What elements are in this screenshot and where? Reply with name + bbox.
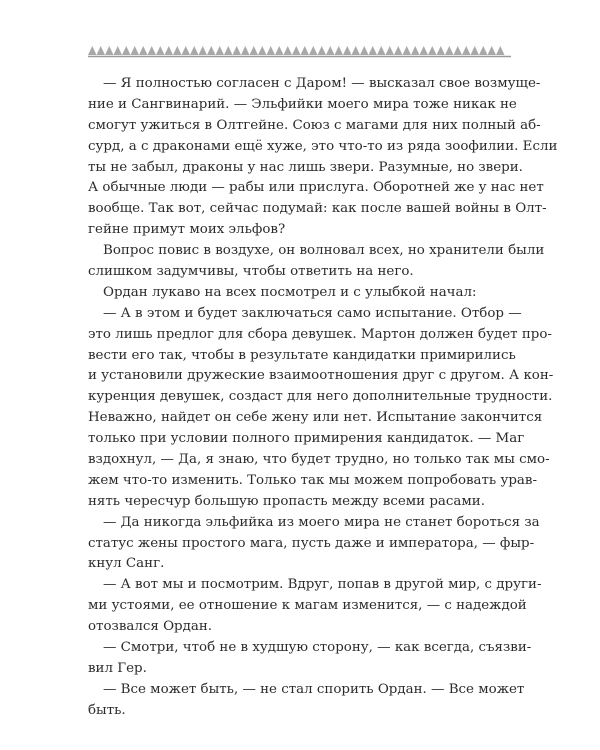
ornament-triangle <box>335 46 344 55</box>
ornament-triangle <box>411 46 420 55</box>
ornament-triangle <box>97 46 106 55</box>
paragraph <box>88 575 542 638</box>
text-line: — Да никогда эльфийка из моего мира не станет бороться за <box>103 514 540 530</box>
text-line: — А в этом и будет заключаться само испытание. Отбор — <box>103 305 522 321</box>
ornament-triangle <box>250 46 259 55</box>
ornament-triangle <box>199 46 208 55</box>
ornament-triangle <box>326 46 335 55</box>
ornament-triangle <box>122 46 131 55</box>
ornament-triangle <box>403 46 412 55</box>
ornament-triangle <box>216 46 225 55</box>
ornament-triangle <box>207 46 216 55</box>
ornament-triangle <box>148 46 157 55</box>
paragraph <box>88 680 525 722</box>
text-line: ты не забыл, драконы у нас лишь звери. Разумные, но звери. <box>88 159 523 175</box>
ornament-triangle <box>173 46 182 55</box>
body-text <box>88 74 558 722</box>
text-line: сурд, а с драконами ещё хуже, это что-то из ряда зоофилии. Если <box>88 138 558 154</box>
text-line: слишком задумчивы, чтобы ответить на него. <box>88 264 414 280</box>
text-line: отозвался Ордан. <box>88 619 213 635</box>
ornament-triangle <box>369 46 378 55</box>
ornament-triangle <box>114 46 123 55</box>
ornament-triangle <box>233 46 242 55</box>
ornament-triangle <box>454 46 463 55</box>
text-line: — А вот мы и посмотрим. Вдруг, попав в другой мир, с други- <box>103 577 542 593</box>
ornament-triangle <box>258 46 267 55</box>
text-line: вообще. Так вот, сейчас подумай: как после вашей войны в Олт- <box>88 201 547 217</box>
ornament-triangle <box>139 46 148 55</box>
ornament-triangle <box>275 46 284 55</box>
text-line: быть. <box>88 702 126 718</box>
paragraph <box>88 513 540 576</box>
text-line: нять чересчур большую пропасть между всеми расами. <box>88 493 485 509</box>
ornament-triangle <box>343 46 352 55</box>
text-line: только при условии полного примирения кандидаток. — Маг <box>88 431 525 447</box>
text-line: — Я полностью согласен с Даром! — высказал свое возмуще- <box>103 76 541 91</box>
ornament-triangle <box>224 46 233 55</box>
ornament-triangle <box>479 46 488 55</box>
ornament-triangle <box>131 46 140 55</box>
text-line: А обычные люди — рабы или прислуга. Оборотней же у нас нет <box>88 180 544 196</box>
text-line: куренция девушек, создаст для него дополнительные трудности. <box>88 389 553 405</box>
ornament-triangle <box>445 46 454 55</box>
text-line: жем что-то изменить. Только так мы можем попробовать урав- <box>88 472 537 488</box>
ornament-triangle <box>309 46 318 55</box>
ornament-triangle <box>394 46 403 55</box>
ornament-triangle <box>352 46 361 55</box>
text-line: гейне примут моих эльфов? <box>88 222 286 238</box>
ornament-triangle <box>301 46 310 55</box>
ornament-triangle <box>165 46 174 55</box>
text-line: вздохнул, — Да, я знаю, что будет трудно, но только так мы смо- <box>88 452 550 468</box>
ornament-triangle <box>182 46 191 55</box>
text-line: смогут ужиться в Олтгейне. Союз с магами для них полный аб- <box>88 117 541 133</box>
ornament-triangle <box>292 46 301 55</box>
ornament-triangle <box>190 46 199 55</box>
paragraph <box>88 283 511 304</box>
text-line: — Смотри, чтоб не в худшую сторону, — как всегда, съязви- <box>103 640 532 656</box>
text-line: и установили дружеские взаимоотношения друг с другом. А кон- <box>88 368 554 384</box>
text-line: — Все может быть, — не стал спорить Ордан. — Все может <box>103 681 525 697</box>
ornament-triangle <box>284 46 293 55</box>
ornament-triangle <box>462 46 471 55</box>
ornament-triangle <box>386 46 395 55</box>
ornament-triangle <box>437 46 446 55</box>
text-line: Неважно, найдет он себе жену или нет. Испытание закончится <box>88 410 543 426</box>
text-line: это лишь предлог для сбора девушек. Мартон должен будет про- <box>88 326 552 342</box>
paragraph <box>88 74 558 241</box>
paragraph <box>88 241 545 283</box>
text-line: кнул Санг. <box>88 556 165 572</box>
ornament-triangle <box>156 46 165 55</box>
text-line: ние и Сангвинарий. — Эльфийки моего мира тоже никак не <box>88 96 517 112</box>
ornament-triangle <box>471 46 480 55</box>
ornament-triangle <box>88 46 97 55</box>
header-ornament <box>88 44 511 58</box>
ornament-triangle <box>105 46 114 55</box>
text-line: ми устоями, ее отношение к магам изменится, — с надеждой <box>88 598 527 614</box>
text-line: вести его так, чтобы в результате кандидатки примирились <box>88 347 516 363</box>
ornament-triangle <box>496 46 505 55</box>
ornament-triangle <box>267 46 276 55</box>
text-line: Вопрос повис в воздухе, он волновал всех, но хранители были <box>103 243 545 259</box>
text-line: статус жены простого мага, пусть даже и императора, — фыр- <box>88 535 535 551</box>
ornament-triangle <box>377 46 386 55</box>
ornament-triangle <box>488 46 497 55</box>
ornament-triangle <box>420 46 429 55</box>
paragraph <box>88 638 532 680</box>
text-line: вил Гер. <box>88 660 147 676</box>
ornament-triangle <box>360 46 369 55</box>
ornament-triangle <box>318 46 327 55</box>
ornament-triangle <box>241 46 250 55</box>
ornament-triangle <box>428 46 437 55</box>
paragraph <box>88 304 554 513</box>
text-line: Ордан лукаво на всех посмотрел и с улыбкой начал: <box>103 284 477 300</box>
